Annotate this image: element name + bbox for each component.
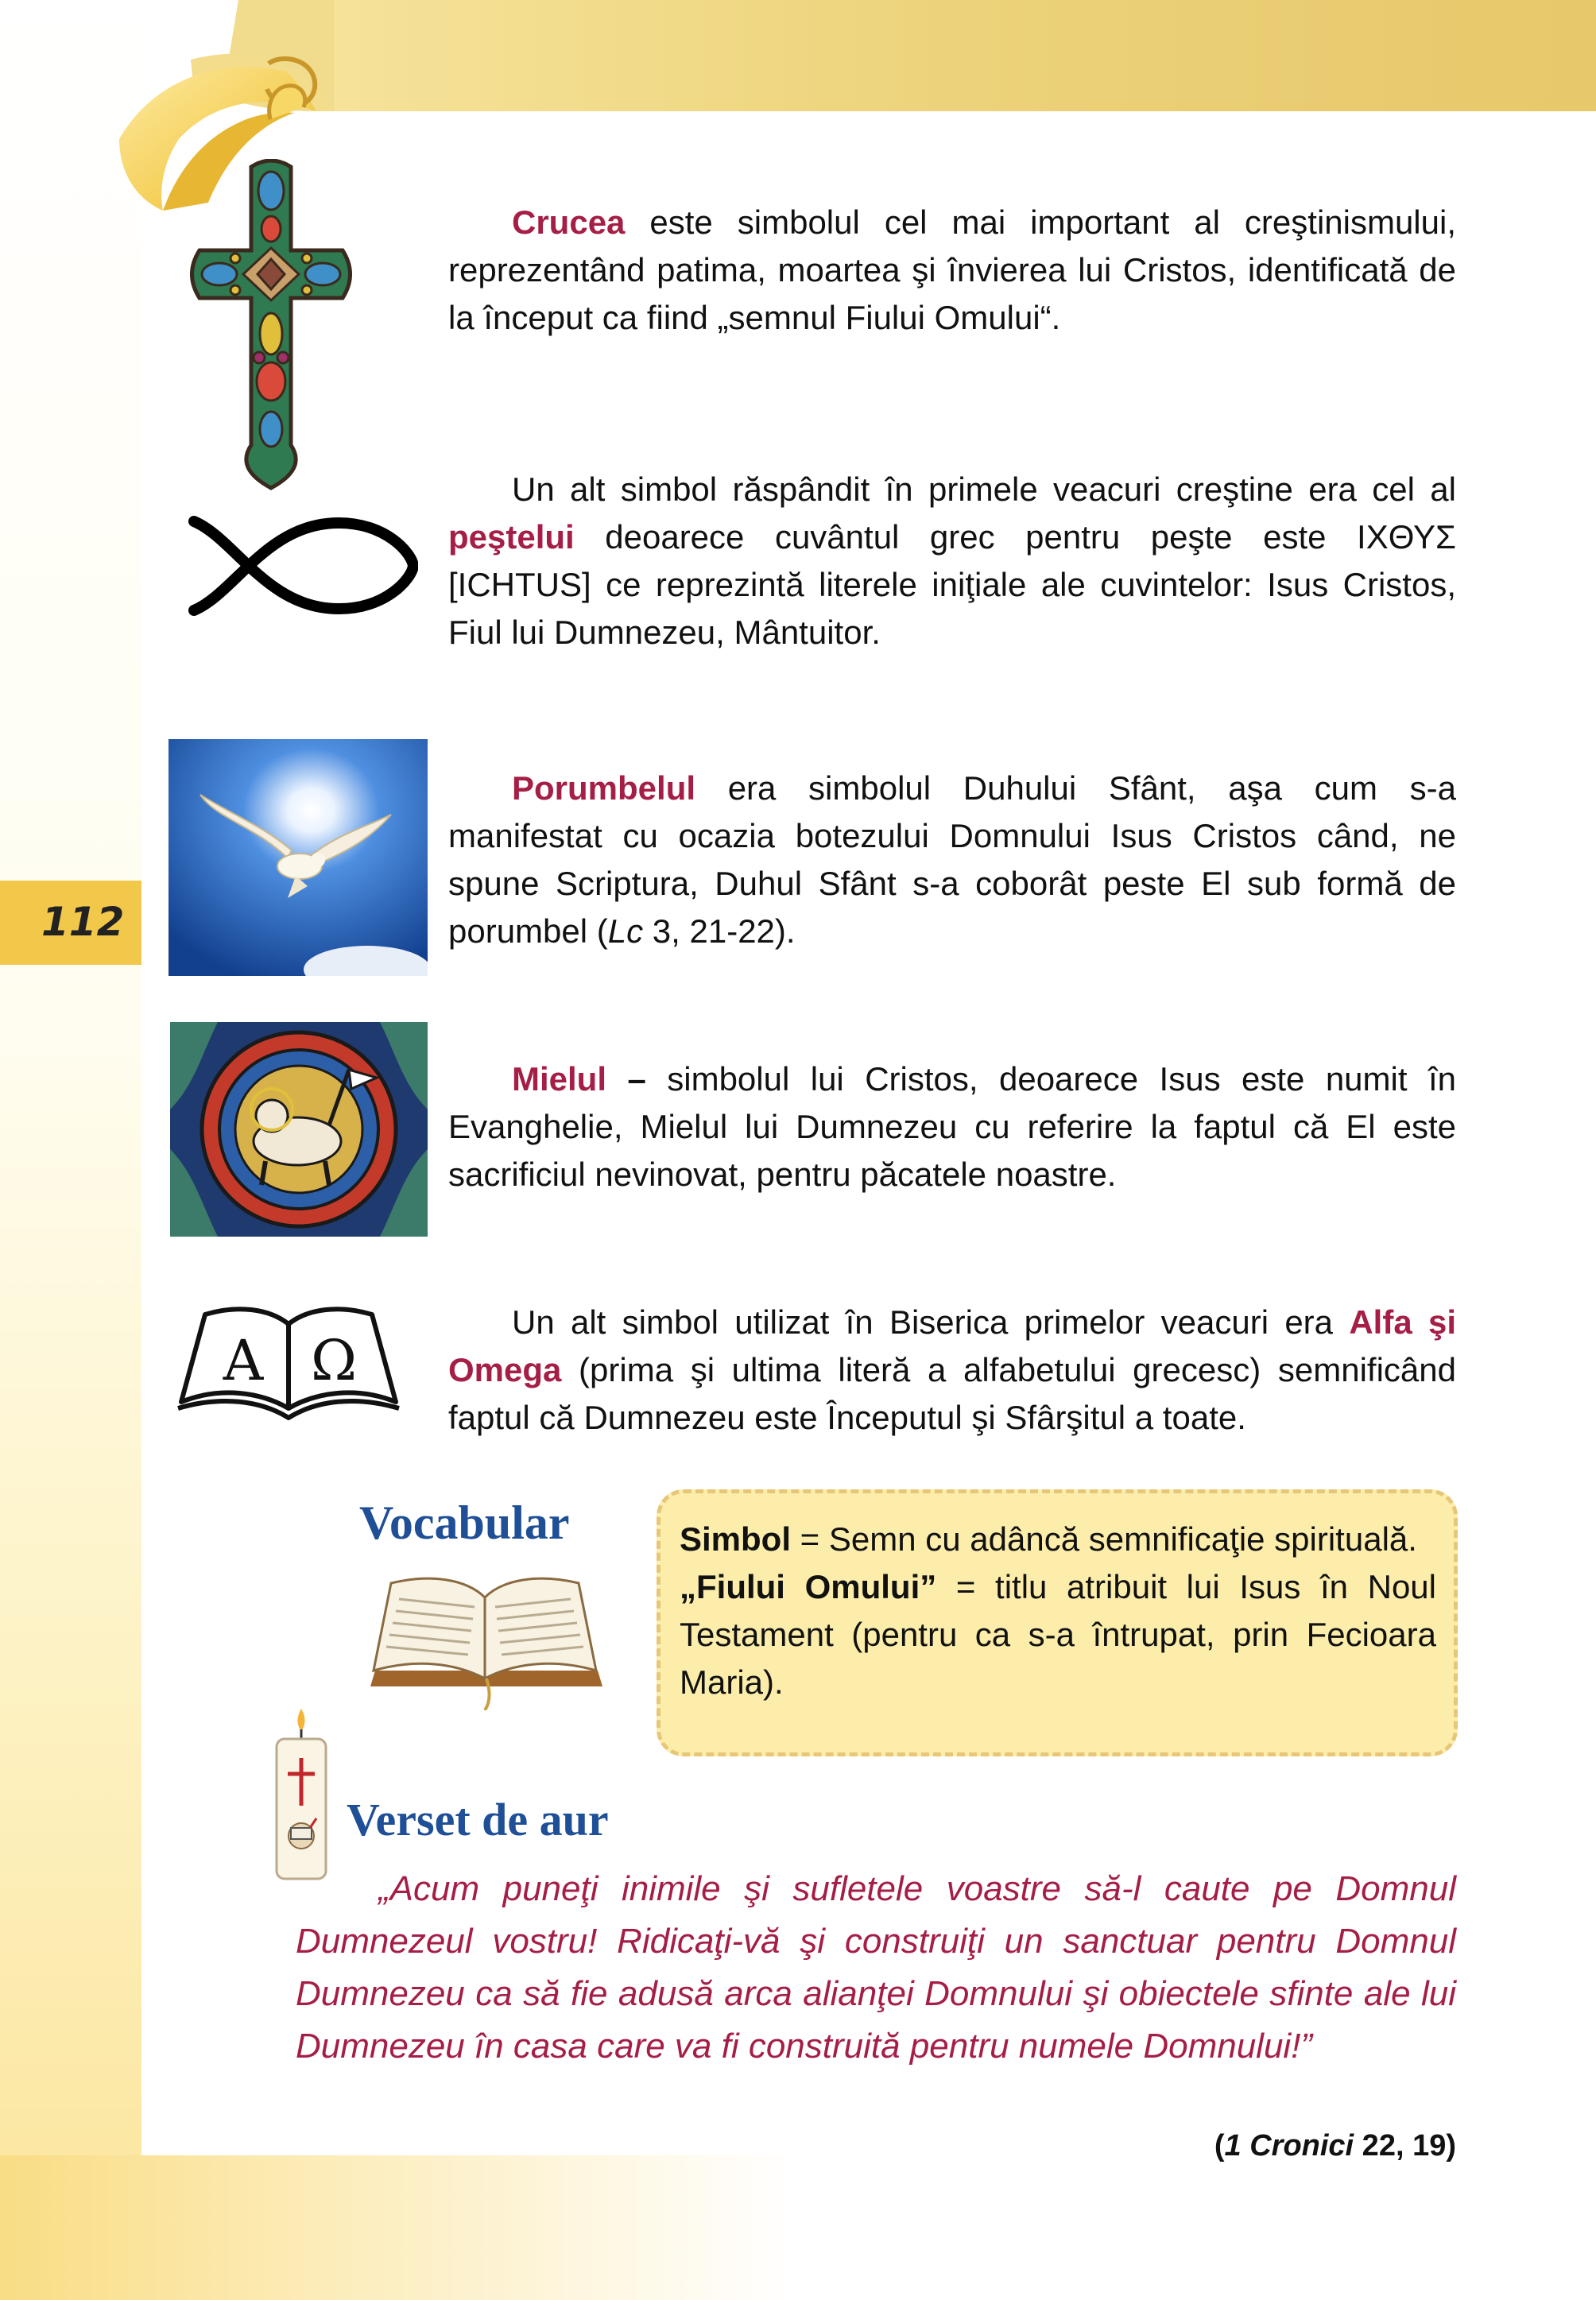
paragraph-mielul bbox=[448, 1055, 1456, 1198]
dash: – bbox=[606, 1060, 646, 1098]
ref-open: ( bbox=[1214, 2129, 1225, 2163]
ref-book: 1 Cronici bbox=[1224, 2129, 1354, 2163]
keyword-porumbelul: Porumbelul bbox=[512, 769, 696, 807]
dove-image bbox=[169, 739, 428, 976]
paschal-candle-icon bbox=[270, 1709, 332, 1885]
keyword-pestelui: peştelui bbox=[448, 518, 575, 556]
vocabular-heading: Vocabular bbox=[359, 1497, 570, 1549]
alpha-letter: Α bbox=[223, 1328, 264, 1393]
vocab-entry-fiului-omului bbox=[680, 1563, 1436, 1706]
text-porumbel-a: era simbolul Duhului Sfânt, aşa cum s-a manifestat cu ocazia botezului Domnului Isus Cristos când, ne spune Scriptura, Duhul Sfânt s-a coborât peste El sub formă de porumbel ( bbox=[448, 769, 1456, 950]
text-alfa-pre: Un alt simbol utilizat în Biserica primelor veacuri era bbox=[512, 1303, 1350, 1341]
text-alfa: (prima şi ultima literă a alfabetului grecesc) semnificând faptul că Dumnezeu este Începutul şi Sfârşitul a toate. bbox=[448, 1351, 1456, 1436]
omega-letter: Ω bbox=[310, 1328, 358, 1393]
vocab-def-fiului-omului: = titlu atribuit lui Isus în Noul Testament (pentru ca s-a întrupat, prin Fecioara Maria). bbox=[680, 1568, 1436, 1701]
paragraph-porumbel bbox=[448, 765, 1456, 955]
vocab-def-simbol: = Semn cu adâncă semnificaţie spirituală. bbox=[791, 1520, 1417, 1558]
keyword-alfa-omega: Alfa şi Omega bbox=[448, 1303, 1456, 1388]
verset-reference bbox=[1214, 2124, 1456, 2168]
page-number: 112 bbox=[41, 899, 125, 945]
lamb-stained-glass-image bbox=[170, 1022, 428, 1237]
text-peste: deoarece cuvântul grec pentru peşte este ΙΧΘΥΣ [ICHTUS] ce reprezintă literele iniţiale ale cuvintelor: Isus Cristos, Fiul lui Dumnezeu, Mântuitor. bbox=[448, 518, 1456, 651]
vocabular-box bbox=[657, 1489, 1458, 1756]
ref-book-lc: Lc bbox=[607, 912, 644, 950]
verset-heading: Verset de aur bbox=[347, 1794, 609, 1845]
ref-rest: 22, 19) bbox=[1354, 2129, 1456, 2163]
paragraph-crucea bbox=[448, 199, 1456, 342]
text-peste-pre: Un alt simbol răspândit în primele veacuri creştine era cel al bbox=[512, 470, 1456, 508]
verset-quote: „Acum puneţi inimile şi sufletele voastre să-l caute pe Domnul Dumnezeul vostru! Ridicaţi-vă şi construiţi un sanctuar pentru Domnul Dumnezeu ca să fie adusă arca alianţei Domnului şi obiectele sfinte ale lui Dumnezeu în casa care va fi construită pentru numele Domnului!” bbox=[296, 1869, 1456, 2066]
stained-glass-cross-icon bbox=[188, 159, 354, 491]
ichthys-fish-icon bbox=[180, 515, 418, 617]
alpha-omega-book-icon bbox=[173, 1299, 404, 1426]
paragraph-alfa-omega bbox=[448, 1299, 1456, 1442]
keyword-mielul: Mielul bbox=[512, 1060, 607, 1098]
text-mielul: simbolul lui Cristos, deoarece Isus este numit în Evanghelie, Mielul lui Dumnezeu cu referire la faptul că El este sacrificiul nevinovat, pentru păcatele noastre. bbox=[448, 1060, 1456, 1193]
keyword-crucea: Crucea bbox=[512, 203, 626, 241]
vocab-entry-simbol bbox=[680, 1516, 1436, 1563]
left-gold-gradient bbox=[0, 0, 141, 2300]
text-porumbel-b: 3, 21-22). bbox=[643, 912, 796, 950]
bottom-gold-gradient bbox=[0, 2155, 795, 2300]
vocab-term-fiului-omului: „Fiului Omului” bbox=[680, 1568, 937, 1605]
text-crucea: este simbolul cel mai important al creştinismului, reprezentând patima, moartea şi învierea lui Cristos, identificată de la început ca fiind „semnul Fiului Omului“. bbox=[448, 203, 1456, 336]
vocab-term-simbol: Simbol bbox=[680, 1520, 792, 1558]
paragraph-peste bbox=[448, 466, 1456, 656]
open-bible-icon bbox=[359, 1559, 610, 1710]
